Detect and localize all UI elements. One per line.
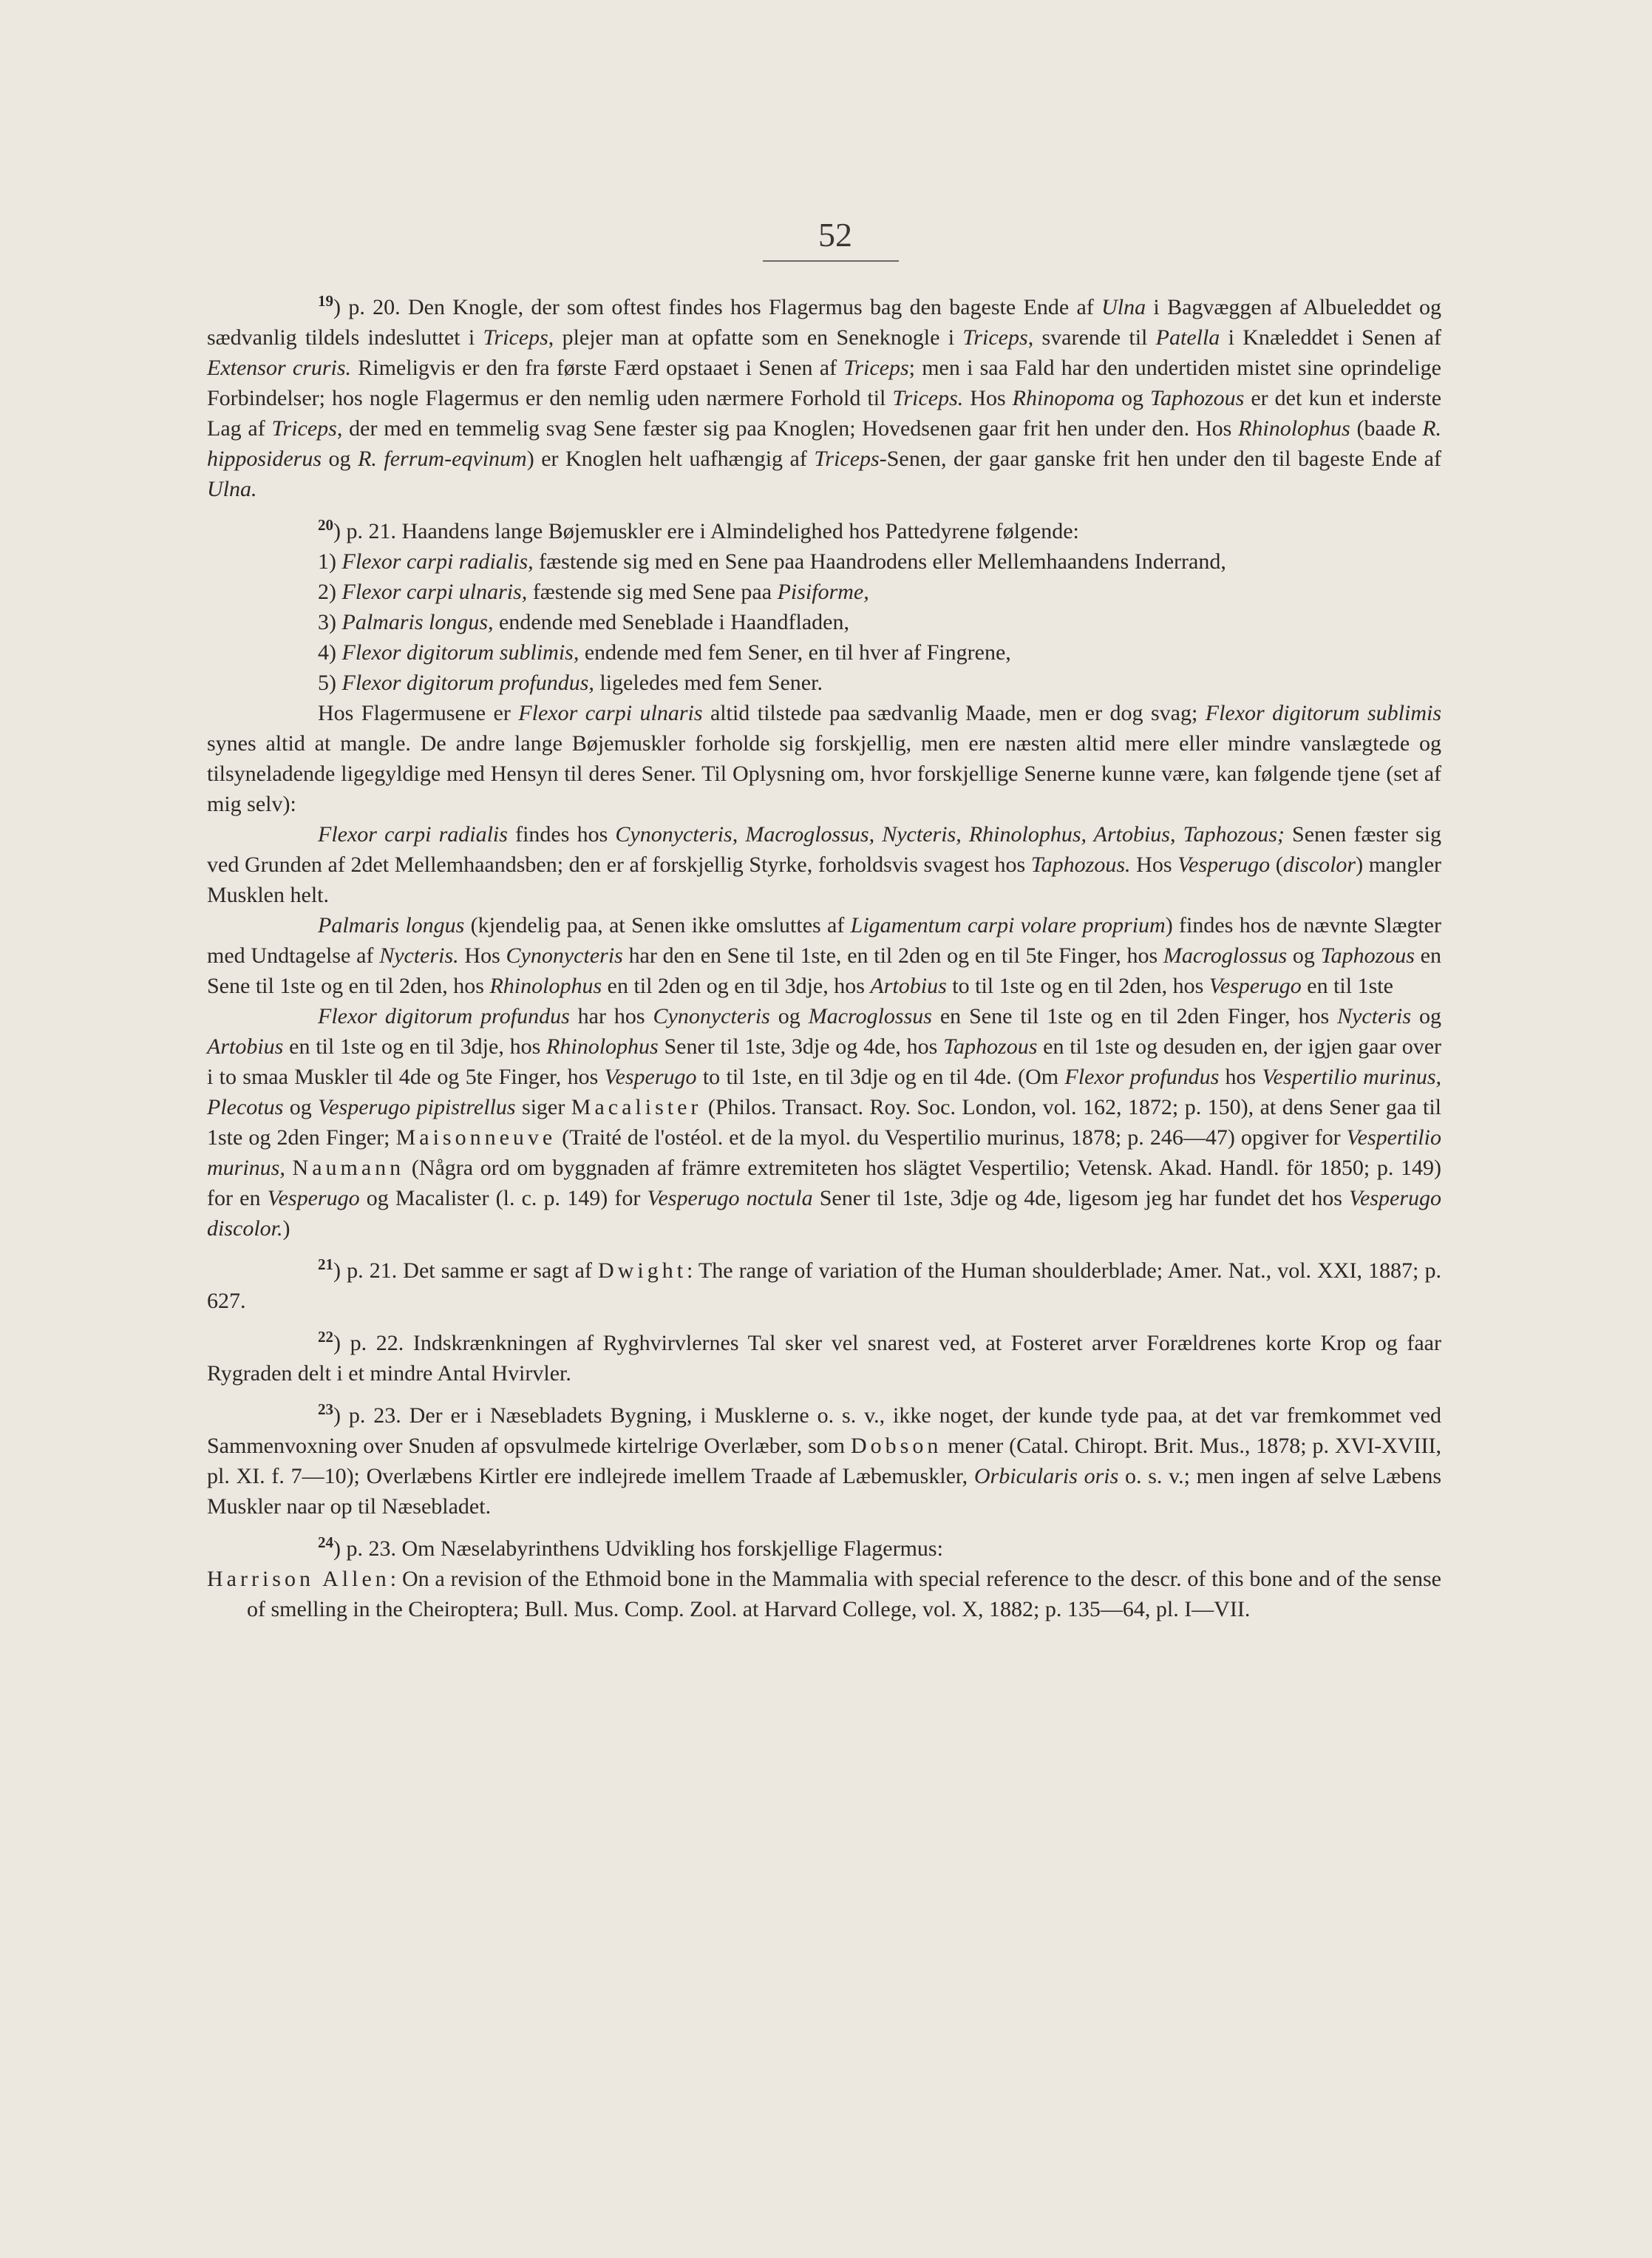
paragraph xyxy=(207,910,1441,1001)
author-name: Macalister xyxy=(571,1095,702,1119)
italic-text: Cynonycteris, Macroglossus, Nycteris, Rhinolophus, Artobius, Taphozous; xyxy=(615,822,1285,847)
author-name: Harrison Allen xyxy=(207,1567,390,1591)
page-number-rule xyxy=(763,260,899,262)
text-run: -Senen, der gaar ganske frit hen under den til bageste Ende af xyxy=(879,447,1441,471)
note-number: 19 xyxy=(318,292,333,310)
text-run: 2) xyxy=(318,580,342,604)
list-item xyxy=(207,577,1441,607)
list-item xyxy=(207,546,1441,577)
note-number: 21 xyxy=(318,1255,333,1273)
text-run: mener (Catal. Chiropt. Brit. Mus., 1878; p. XVI-XVIII, pl. XI. f. 7—10); Overlæbens Kirtler ere indlejrede imellem Traade af Læbemuskler, xyxy=(207,1434,1441,1488)
note-intro: $^{20}$) p. 21. Haandens lange Bøjemuskler ere i Almindelighed hos Pattedyrene følgende: xyxy=(318,516,1079,543)
italic-text: Rhinolophus xyxy=(489,974,602,998)
text-run: fæstende sig med Sene paa xyxy=(527,580,778,604)
text-run: , svarende til xyxy=(1027,325,1156,350)
note-21 xyxy=(207,1255,1441,1316)
italic-text: Ligamentum carpi volare proprium xyxy=(850,913,1166,938)
italic-text: Triceps xyxy=(843,356,909,380)
text-run: 3) xyxy=(318,610,342,634)
paragraph xyxy=(207,698,1441,819)
note-23 xyxy=(207,1400,1441,1522)
text-run: ligeledes med fem Sener. xyxy=(594,671,823,695)
text-run: og xyxy=(1287,943,1321,968)
italic-text: Ulna xyxy=(1101,295,1146,319)
text-run: ) er Knoglen helt uafhængig af xyxy=(526,447,815,471)
text-run: og xyxy=(1411,1004,1442,1028)
note-intro: $^{24}$) p. 23. Om Næselabyrinthens Udvikling hos forskjellige Flagermus: xyxy=(318,1533,943,1561)
author-name: Naumann xyxy=(292,1156,405,1180)
note-text xyxy=(207,1403,1441,1519)
italic-text: R. hipposiderus xyxy=(207,416,1442,471)
italic-text: Vespertilio murinus, xyxy=(207,1125,1441,1180)
italic-text: Taphozous xyxy=(1150,386,1245,410)
italic-text: Vesperugo discolor. xyxy=(207,1186,1442,1241)
text-run: fæstende sig med en Sene paa Haandrodens eller Mellemhaandens Inderrand, xyxy=(533,549,1226,574)
text-run: er det kun et inderste Lag af xyxy=(207,386,1442,441)
italic-text: Taphozous. xyxy=(1030,852,1131,877)
paragraph xyxy=(207,1001,1441,1244)
italic-text: Vesperugo xyxy=(1177,852,1271,877)
text-run: o. s. v.; men ingen af selve Læbens Muskler naar op til Næsebladet. xyxy=(207,1464,1442,1519)
note-22 xyxy=(207,1328,1441,1389)
text-run: en til 1ste og en til 3dje, hos xyxy=(283,1034,547,1059)
italic-text: Vesperugo xyxy=(267,1186,360,1210)
text-run: en til 1ste og desuden en, der igjen gaar over i to smaa Muskler til 4de og 5te Finger, hos xyxy=(207,1034,1441,1089)
text-run: findes hos xyxy=(507,822,616,847)
text-run: (Philos. Transact. Roy. Soc. London, vol. 162, 1872; p. 150), at dens Sener gaa til 1ste og 2den Finger; xyxy=(207,1095,1441,1150)
italic-text: Taphozous xyxy=(1320,943,1415,968)
note-19 xyxy=(207,292,1441,504)
italic-text: Triceps xyxy=(271,416,337,441)
italic-text: Extensor cruris. xyxy=(207,356,352,380)
italic-text: Artobius xyxy=(870,974,947,998)
text-run: har den en Sene til 1ste, en til 2den og en til 5te Finger, hos xyxy=(622,943,1163,968)
text-run: ) p. 23. Der er i Næsebladets Bygning, i Musklerne o. s. v., ikke noget, der kunde tyde paa, at det var fremkommet ved Sammenvoxning over Snuden af opsvulmede kirtelrige Overlæber, som xyxy=(207,1403,1441,1458)
italic-text: R. ferrum-eqvinum xyxy=(358,447,527,471)
text-run: : On a revision of the Ethmoid bone in the Mammalia with special reference to the descr. of this bone and of the sense of smelling in the Cheiroptera; Bull. Mus. Comp. Zool. at Harvard College, vol. X, 1882; p. 135—64, pl. I—VII. xyxy=(247,1567,1441,1621)
italic-text: Rhinopoma xyxy=(1012,386,1115,410)
italic-text: Taphozous xyxy=(943,1034,1038,1059)
text-run: Rimeligvis er den fra første Færd opstaaet i Senen af xyxy=(351,356,844,380)
text-run: og xyxy=(322,447,358,471)
list-item xyxy=(207,607,1441,637)
text-run: , der med en temmelig svag Sene fæster sig paa Knoglen; Hovedsenen gaar frit hen under den. Hos xyxy=(336,416,1239,441)
italic-text: Pisiforme, xyxy=(777,580,869,604)
text-run: endende med Seneblade i Haandfladen, xyxy=(493,610,849,634)
italic-text: Macroglossus xyxy=(1163,943,1288,968)
list-item xyxy=(207,668,1441,698)
text-run: siger xyxy=(515,1095,571,1119)
italic-text: Cynonycteris xyxy=(653,1004,770,1028)
text-run: ) p. 22. Indskrænkningen af Ryghvirvlernes Tal sker vel snarest ved, at Fosteret arver Forældrenes korte Krop og faar Rygraden delt i et mindre Antal Hvirvler. xyxy=(207,1331,1441,1386)
italic-text: discolor xyxy=(1282,852,1356,877)
italic-text: Ulna. xyxy=(207,477,257,501)
note-24 xyxy=(207,1533,1441,1624)
italic-text: Flexor carpi ulnaris, xyxy=(341,580,528,604)
text-run: Hos xyxy=(1130,852,1178,877)
text-run: Hos xyxy=(458,943,506,968)
italic-text: Triceps. xyxy=(892,386,964,410)
text-run: ( xyxy=(1270,852,1283,877)
italic-text: Triceps xyxy=(814,447,880,471)
text-run: to til 1ste og en til 2den, hos xyxy=(946,974,1209,998)
italic-text: Rhinolophus xyxy=(1238,416,1350,441)
italic-text: Flexor digitorum sublimis, xyxy=(341,640,579,665)
text-run: Senen fæster sig ved Grunden af 2det Mellemhaandsben; den er af forskjellig Styrke, forholdsvis svagest hos xyxy=(207,822,1441,877)
text-run: en Sene til 1ste og en til 2den Finger, hos xyxy=(931,1004,1338,1028)
text-run: i Knæleddet i Senen af xyxy=(1220,325,1441,350)
text-run: ) p. 20. Den Knogle, der som oftest findes hos Flagermus bag den bageste Ende af xyxy=(333,295,1102,319)
italic-text: Nycteris. xyxy=(379,943,459,968)
italic-text: Flexor profundus xyxy=(1064,1065,1220,1089)
text-run: hos xyxy=(1219,1065,1262,1089)
italic-text: Palmaris longus xyxy=(318,913,465,938)
italic-text: Orbicularis oris xyxy=(973,1464,1119,1488)
text-run xyxy=(285,1156,293,1180)
note-text xyxy=(207,1331,1441,1386)
text-run: altid tilstede paa sædvanlig Maade, men er dog svag; xyxy=(702,701,1206,725)
italic-text: Vesperugo noctula xyxy=(647,1186,813,1210)
text-run: Hos Flagermusene er xyxy=(318,701,519,725)
text-run: og xyxy=(1115,386,1151,410)
text-run: og Macalister (l. c. p. 149) for xyxy=(359,1186,647,1210)
italic-text: Flexor carpi radialis xyxy=(318,822,508,847)
note-text xyxy=(207,295,1441,501)
italic-text: Vespertilio murinus, Plecotus xyxy=(207,1065,1441,1119)
note-text xyxy=(207,1258,1441,1313)
italic-text: Flexor digitorum profundus, xyxy=(341,671,594,695)
italic-text: Macroglossus xyxy=(808,1004,932,1028)
text-run: en Sene til 1ste og en til 2den, hos xyxy=(207,943,1441,998)
italic-text: Triceps xyxy=(483,325,548,350)
text-run: og xyxy=(283,1095,319,1119)
text-run: endende med fem Sener, en til hver af Fingrene, xyxy=(579,640,1011,665)
text-run: ) xyxy=(282,1216,290,1241)
italic-text: Flexor digitorum sublimis xyxy=(1205,701,1441,725)
italic-text: Vesperugo xyxy=(1209,974,1302,998)
paragraph xyxy=(207,819,1441,910)
text-run: (kjendelig paa, at Senen ikke omsluttes af xyxy=(464,913,851,938)
text-run: synes altid at mangle. De andre lange Bøjemuskler forholde sig forskjellig, men ere næsten altid mere eller mindre vanslægtede og tilsyneladende ligegyldige med Hensyn til deres Sener. Til Oplysning om, hvor forskjellige Senerne kunne være, kan følgende tjene (set af mig selv): xyxy=(207,731,1441,816)
text-run: har hos xyxy=(569,1004,653,1028)
italic-text: Vesperugo pipistrellus xyxy=(318,1095,516,1119)
reference xyxy=(207,1564,1441,1624)
text-run: (Några ord om byggnaden af främre extremiteten hos slägtet Vespertilio; Vetensk. Akad. Handl. för 1850; p. 149) for en xyxy=(207,1156,1442,1210)
text-run: ) p. 21. Det samme er sagt af xyxy=(333,1258,599,1283)
author-name: Dobson xyxy=(851,1434,942,1458)
text-run: : The range of variation of the Human shoulderblade; Amer. Nat., vol. XXI, 1887; p. 627. xyxy=(207,1258,1441,1313)
text-run: , plejer man at opfatte som en Seneknogle i xyxy=(548,325,963,350)
page-number: 52 xyxy=(818,216,852,254)
italic-text: Vesperugo xyxy=(604,1065,697,1089)
text-run: ) findes hos de nævnte Slægter med Undtagelse af xyxy=(207,913,1441,968)
footnotes xyxy=(207,292,1441,1636)
text-run: en til 1ste xyxy=(1301,974,1393,998)
text-run: 5) xyxy=(318,671,342,695)
note-20 xyxy=(207,516,1441,1244)
text-run: (Traité de l'ostéol. et de la myol. du Vespertilio murinus, 1878; p. 246—47) opgiver for xyxy=(556,1125,1347,1150)
text-run: 1) xyxy=(318,549,342,574)
italic-text: Palmaris longus, xyxy=(341,610,494,634)
text-run: og xyxy=(769,1004,809,1028)
text-run: Hos xyxy=(963,386,1013,410)
italic-text: Flexor carpi radialis, xyxy=(341,549,534,574)
italic-text: Flexor digitorum profundus xyxy=(318,1004,570,1028)
text-run: 4) xyxy=(318,640,342,665)
text-run: to til 1ste, en til 3dje og en til 4de. (Om xyxy=(696,1065,1065,1089)
italic-text: Cynonycteris xyxy=(506,943,623,968)
text-run: ; men i saa Fald har den undertiden mistet sine oprindelige Forbindelser; hos nogle Flagermus er den nemlig uden nærmere Forhold til xyxy=(207,356,1441,410)
italic-text: Flexor carpi ulnaris xyxy=(518,701,703,725)
italic-text: Rhinolophus xyxy=(546,1034,659,1059)
text-run: Sener til 1ste, 3dje og 4de, ligesom jeg har fundet det hos xyxy=(812,1186,1350,1210)
note-number: 23 xyxy=(318,1400,333,1418)
italic-text: Nycteris xyxy=(1337,1004,1412,1028)
author-name: Dwight xyxy=(598,1258,687,1283)
italic-text: Triceps xyxy=(962,325,1028,350)
text-run: ) mangler Musklen helt. xyxy=(207,852,1442,907)
text-run: i Bagvæggen af Albueleddet og sædvanlig tildels indesluttet i xyxy=(207,295,1441,350)
note-number: 22 xyxy=(318,1328,333,1346)
note-number: 24 xyxy=(318,1533,333,1551)
list-item xyxy=(207,637,1441,668)
italic-text: Patella xyxy=(1155,325,1220,350)
author-name: Maisonneuve xyxy=(395,1125,557,1150)
text-run: (baade xyxy=(1350,416,1423,441)
italic-text: Artobius xyxy=(207,1034,284,1059)
text-run: en til 2den og en til 3dje, hos xyxy=(602,974,871,998)
text-run: Sener til 1ste, 3dje og 4de, hos xyxy=(658,1034,944,1059)
note-number: 20 xyxy=(318,516,333,534)
